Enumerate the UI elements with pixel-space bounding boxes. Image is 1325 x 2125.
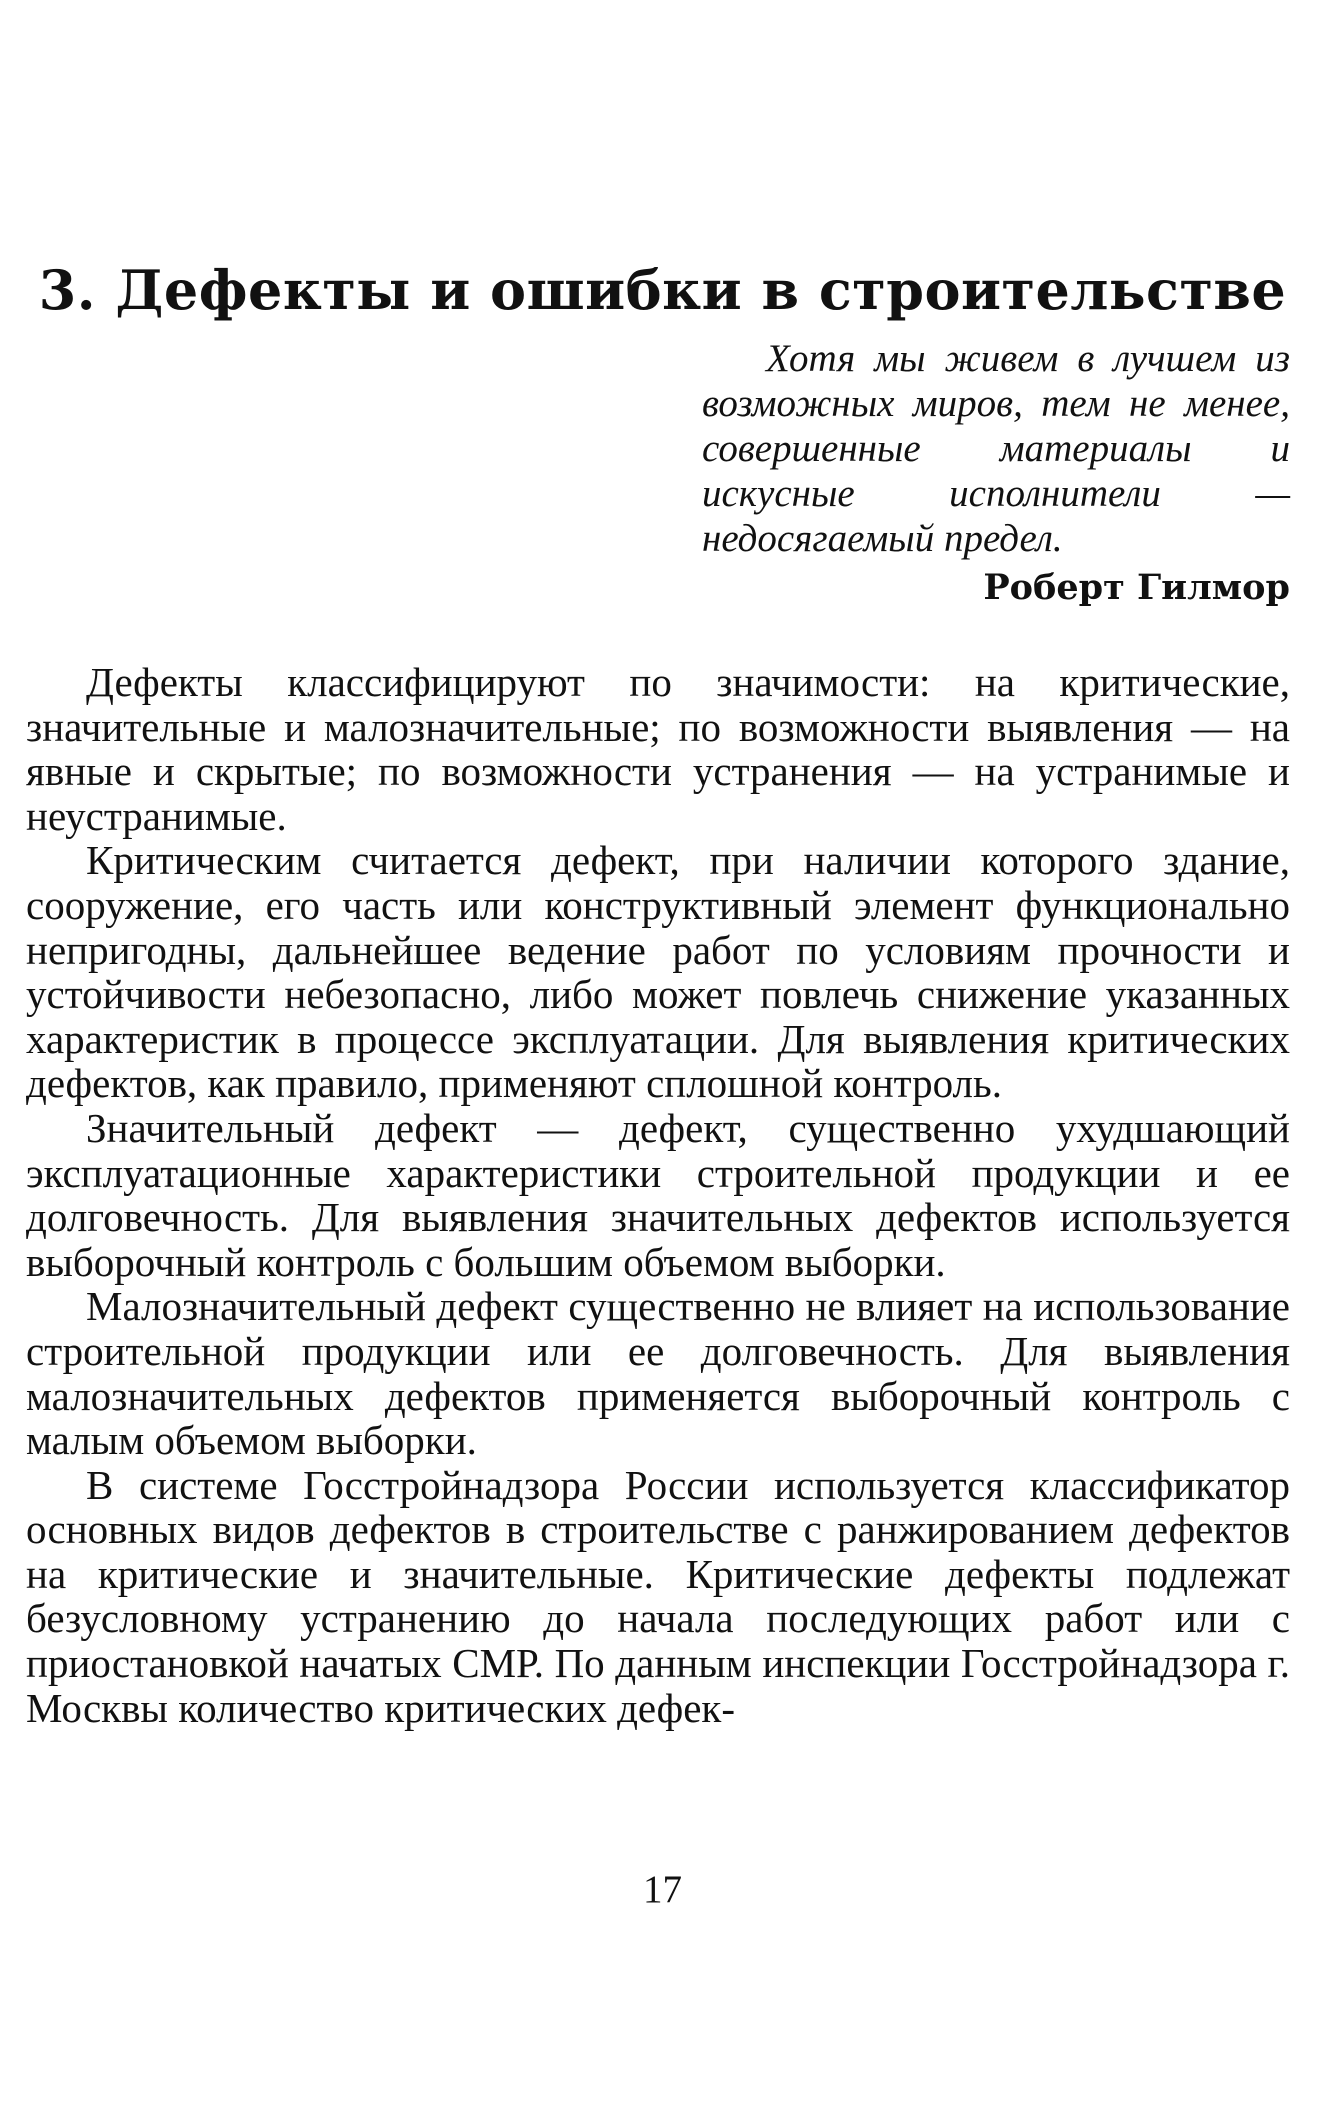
paragraph: Дефекты классифицируют по значимости: на критические, значительные и малозначительные; по возможности выявления — на явные и скрытые; по возможности устранения — на устранимые и неустранимые.	[26, 659, 1290, 839]
paragraph: В системе Госстройнадзора России используется классификатор основных видов дефектов в строительстве с ранжированием дефектов на критические и значительные. Критические дефекты подлежат безусловному устранению до начала последующих работ или с приостановкой начатых СМР. По данным инспекции Госстройнадзора г. Москвы количество критических дефек-	[26, 1461, 1290, 1731]
paragraph: Критическим считается дефект, при наличии которого здание, сооружение, его часть или конструктивный элемент функционально непригодны, дальнейшее ведение работ по условиям прочности и устойчивости небезопасно, либо может повлечь снижение указанных характеристик в процессе эксплуатации. Для выявления критических дефектов, как правило, применяют сплошной контроль.	[26, 837, 1290, 1107]
epigraph-author: Роберт Гилмор	[983, 567, 1290, 608]
paragraph: Малозначительный дефект существенно не влияет на использование строительной продукции или ее долговечность. Для выявления малозначительных дефектов применяется выборочный контроль с малым объемом выборки.	[26, 1283, 1290, 1464]
chapter-heading: 3. Дефекты и ошибки в строительстве	[38, 258, 1287, 322]
epigraph-quote: Хотя мы живем в лучшем из возможных миров, тем не менее, совершенные материалы и искусные исполнители — недосягаемый предел.	[702, 337, 1290, 560]
page-number: 17	[643, 1868, 682, 1911]
paragraph: Значительный дефект — дефект, существенно ухудшающий эксплуатационные характеристики строительной продукции и ее долговечность. Для выявления значительных дефектов используется выборочный контроль с большим объемом выборки.	[26, 1104, 1290, 1285]
epigraph	[702, 336, 1290, 611]
body-text	[26, 660, 1290, 1730]
